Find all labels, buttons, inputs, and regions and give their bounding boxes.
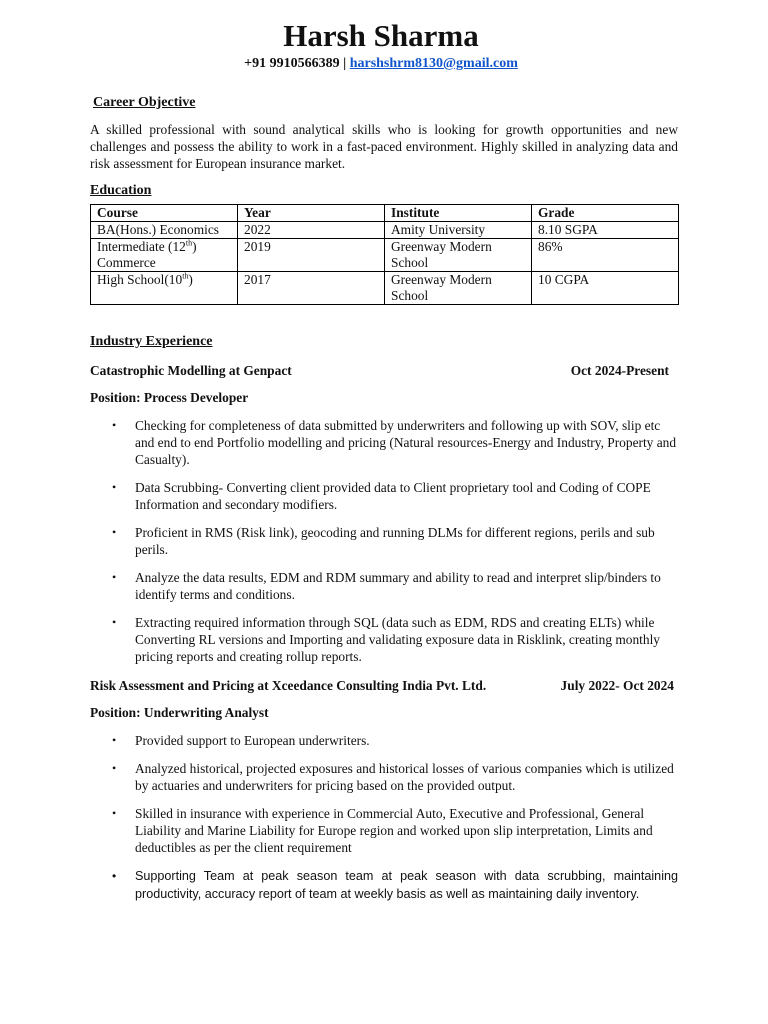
job-dates: July 2022- Oct 2024 (560, 678, 674, 693)
job-header (90, 677, 678, 694)
education-header-row (91, 205, 679, 222)
career-objective-text: A skilled professional with sound analytical skills who is looking for growth opportunities and new challenges and possess the ability to work in a fast-paced environment. Highly skilled in analyzing data and risk assessment for European insurance market. (90, 122, 678, 171)
bullet-text: Data Scrubbing- Converting client provided data to Client proprietary tool and Coding of COPE Information and secondary modifiers. (135, 480, 651, 512)
list-item (90, 732, 678, 749)
list-item (90, 569, 678, 603)
bullet-text: Supporting Team at peak season team at peak season with data scrubbing, maintaining productivity, accuracy report of team at weekly basis as well as maintaining daily inventory. (135, 869, 678, 901)
grade-cell: 86% (532, 239, 679, 272)
bullet-icon: • (112, 480, 117, 494)
list-item (90, 417, 678, 468)
course-text: Intermediate (12 (97, 239, 186, 254)
bullet-text: Provided support to European underwriters. (135, 733, 370, 748)
bullet-icon: • (112, 615, 117, 629)
column-header-course: Course (91, 205, 238, 222)
job-bullet-list (90, 732, 678, 903)
course-text: BA(Hons.) Economics (97, 222, 219, 237)
bullet-icon: • (112, 418, 117, 432)
course-text: High School(10 (97, 272, 183, 287)
course-cell (91, 272, 238, 305)
list-item (90, 760, 678, 794)
job-dates: Oct 2024-Present (570, 363, 669, 378)
job-header (90, 362, 678, 379)
year-cell: 2017 (238, 272, 385, 305)
bullet-text: Skilled in insurance with experience in Commercial Auto, Executive and Professional, General Liability and Marine Liability for Europe region and worked upon slip interpretation, Limits and deductibles as per the client requirement (135, 806, 653, 855)
table-row (91, 272, 679, 305)
column-header-year: Year (238, 205, 385, 222)
phone-number: +91 9910566389 (244, 56, 340, 71)
course-superscript: th (182, 271, 189, 281)
email-link[interactable]: harshshrm8130@gmail.com (349, 56, 518, 71)
table-row (91, 239, 679, 272)
list-item (90, 867, 678, 903)
resume-page (90, 18, 678, 903)
list-item (90, 479, 678, 513)
bullet-text: Analyze the data results, EDM and RDM summary and ability to read and interpret slip/binders to identify terms and conditions. (135, 570, 661, 602)
bullet-icon: • (112, 869, 117, 883)
list-item (90, 614, 678, 665)
job-title: Catastrophic Modelling at Genpact (90, 363, 292, 378)
year-cell: 2019 (238, 239, 385, 272)
job-position: Position: Underwriting Analyst (90, 705, 269, 720)
job-bullet-list (90, 417, 678, 665)
course-suffix: ) Commerce (97, 239, 197, 270)
career-objective-heading: Career Objective (93, 95, 196, 110)
course-suffix: ) (188, 272, 193, 287)
contact-separator: | (339, 56, 350, 71)
course-cell (91, 239, 238, 272)
list-item (90, 805, 678, 856)
course-superscript: th (185, 238, 193, 248)
bullet-icon: • (112, 761, 117, 775)
year-cell: 2022 (238, 222, 385, 239)
institute-cell: Greenway Modern School (385, 272, 532, 305)
grade-cell: 8.10 SGPA (532, 222, 679, 239)
bullet-text: Extracting required information through SQL (data such as EDM, RDS and creating ELTs) while Converting RL versions and Importing and validating exposure data in Risklink, creating monthly pricing reports and creating rollup reports. (135, 615, 660, 664)
bullet-icon: • (112, 733, 117, 747)
bullet-text: Checking for completeness of data submitted by underwriters and following up with SOV, slip etc and end to end Portfolio modelling and pricing (Natural resources-Energy and Industry, Property and Casualty). (135, 418, 677, 467)
education-heading: Education (90, 183, 152, 198)
bullet-text: Analyzed historical, projected exposures and historical losses of various companies which is utilized by actuaries and underwriters for pricing based on the provided output. (135, 761, 674, 793)
column-header-institute: Institute (385, 205, 532, 222)
education-table (90, 204, 679, 305)
bullet-icon: • (112, 570, 117, 584)
bullet-icon: • (112, 525, 117, 539)
candidate-name: Harsh Sharma (283, 18, 479, 53)
list-item (90, 524, 678, 558)
industry-experience-heading: Industry Experience (90, 334, 213, 349)
job-title: Risk Assessment and Pricing at Xceedance Consulting India Pvt. Ltd. (90, 678, 487, 693)
job-position: Position: Process Developer (90, 390, 249, 405)
course-cell (91, 222, 238, 239)
grade-cell: 10 CGPA (532, 272, 679, 305)
bullet-icon: • (112, 806, 117, 820)
institute-cell: Greenway Modern School (385, 239, 532, 272)
table-row (91, 222, 679, 239)
column-header-grade: Grade (532, 205, 679, 222)
bullet-text: Proficient in RMS (Risk link), geocoding and running DLMs for different regions, perils and sub perils. (135, 525, 655, 557)
contact-line (84, 55, 678, 72)
institute-cell: Amity University (385, 222, 532, 239)
